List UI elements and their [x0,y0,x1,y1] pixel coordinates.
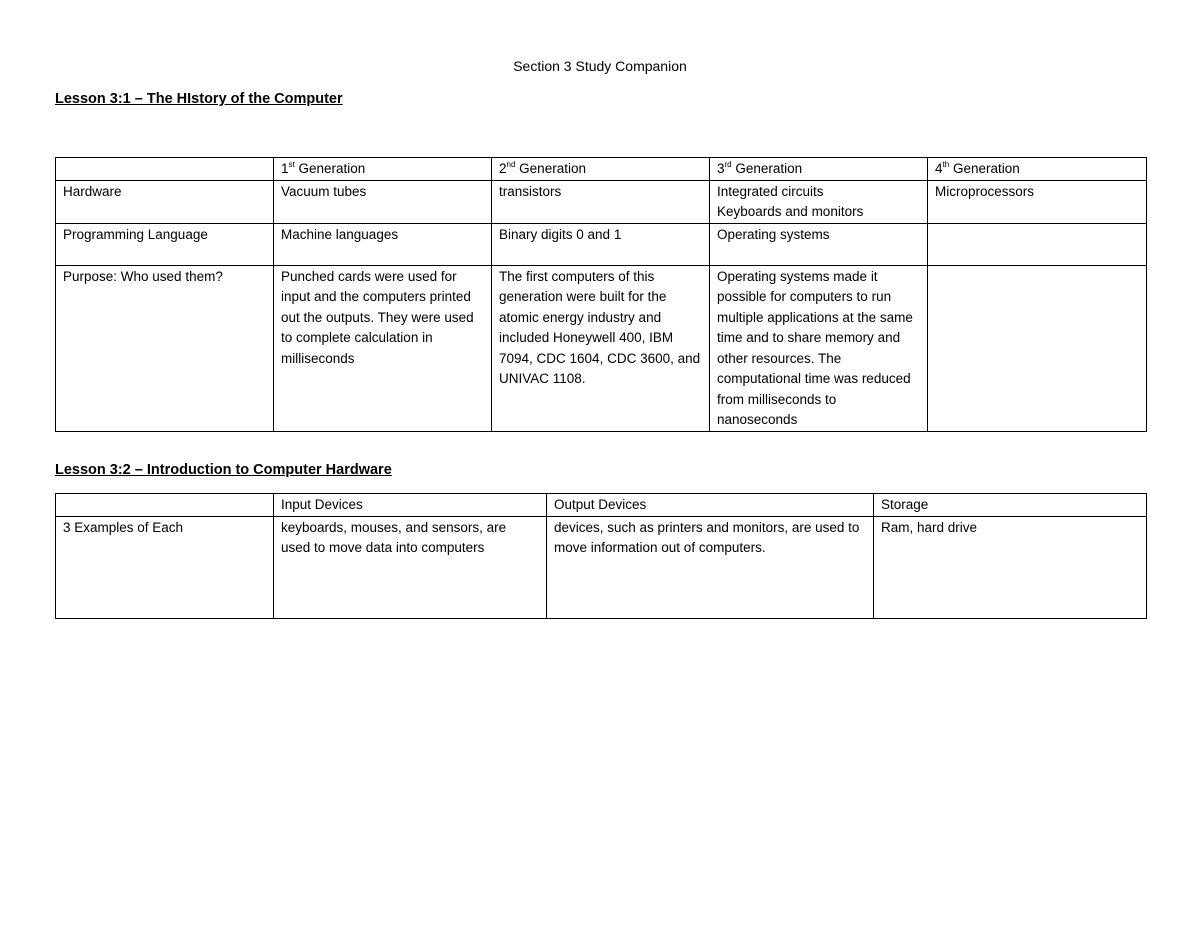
language-gen2-cell: Binary digits 0 and 1 [492,223,710,265]
language-gen3-cell: Operating systems [710,223,928,265]
purpose-gen4-cell [928,265,1147,431]
table-row-programming-language [56,223,1147,265]
hardware-gen3-cell [710,180,928,223]
gen4-number: 4 [935,161,943,176]
computer-generations-table [55,157,1147,432]
header-gen4-cell [928,158,1147,181]
gen4-ordinal: th [942,160,950,169]
table-row-hardware [56,180,1147,223]
hardware-gen1-cell: Vacuum tubes [274,180,492,223]
header-input-devices: Input Devices [274,494,547,517]
table-row-examples [56,516,1147,618]
header-empty-cell [56,494,274,517]
hardware-gen3-line1: Integrated circuits [717,183,824,199]
header-output-devices: Output Devices [547,494,874,517]
computer-hardware-table [55,493,1147,619]
row-label-purpose: Purpose: Who used them? [56,265,274,431]
examples-storage-cell: Ram, hard drive [874,516,1147,618]
gen2-label: Generation [515,161,586,176]
gen3-number: 3 [717,161,725,176]
row-label-examples: 3 Examples of Each [56,516,274,618]
language-gen4-cell [928,223,1147,265]
row-label-programming-language: Programming Language [56,223,274,265]
gen4-label: Generation [949,161,1020,176]
gen1-ordinal: st [288,160,295,169]
gen1-number: 1 [281,161,289,176]
table-row-purpose [56,265,1147,431]
hardware-gen3-line2: Keyboards and monitors [717,204,864,219]
gen2-ordinal: nd [506,160,516,169]
gen3-ordinal: rd [724,160,732,169]
header-storage: Storage [874,494,1147,517]
gen1-label: Generation [294,161,366,176]
table-header-row [56,158,1147,181]
purpose-gen2-cell: The first computers of this generation were built for the atomic energy industry and included Honeywell 400, IBM 7094, CDC 1604, CDC 3600, and UNIVAC 1108. [492,265,710,431]
header-empty-cell [56,158,274,181]
lesson-3-1-heading: Lesson 3:1 – The HIstory of the Computer [55,91,343,107]
examples-output-cell: devices, such as printers and monitors, are used to move information out of computers. [547,516,874,618]
purpose-gen1-cell: Punched cards were used for input and the computers printed out the outputs. They were used to complete calculation in milliseconds [274,265,492,431]
hardware-gen4-cell: Microprocessors [928,180,1147,223]
lesson-3-2-heading: Lesson 3:2 – Introduction to Computer Hardware [55,462,392,478]
header-gen3-cell [710,158,928,181]
header-gen2-cell [492,158,710,181]
table-header-row [56,494,1147,517]
gen2-number: 2 [499,161,507,176]
row-label-hardware: Hardware [56,180,274,223]
language-gen1-cell: Machine languages [274,223,492,265]
purpose-gen3-cell: Operating systems made it possible for computers to run multiple applications at the same time and to share memory and other resources. The computational time was reduced from milliseconds to nanoseconds [710,265,928,431]
gen3-label: Generation [731,161,803,176]
header-gen1-cell [274,158,492,181]
examples-input-cell: keyboards, mouses, and sensors, are used to move data into computers [274,516,547,618]
hardware-gen2-cell: transistors [492,180,710,223]
document-title: Section 3 Study Companion [513,58,687,74]
